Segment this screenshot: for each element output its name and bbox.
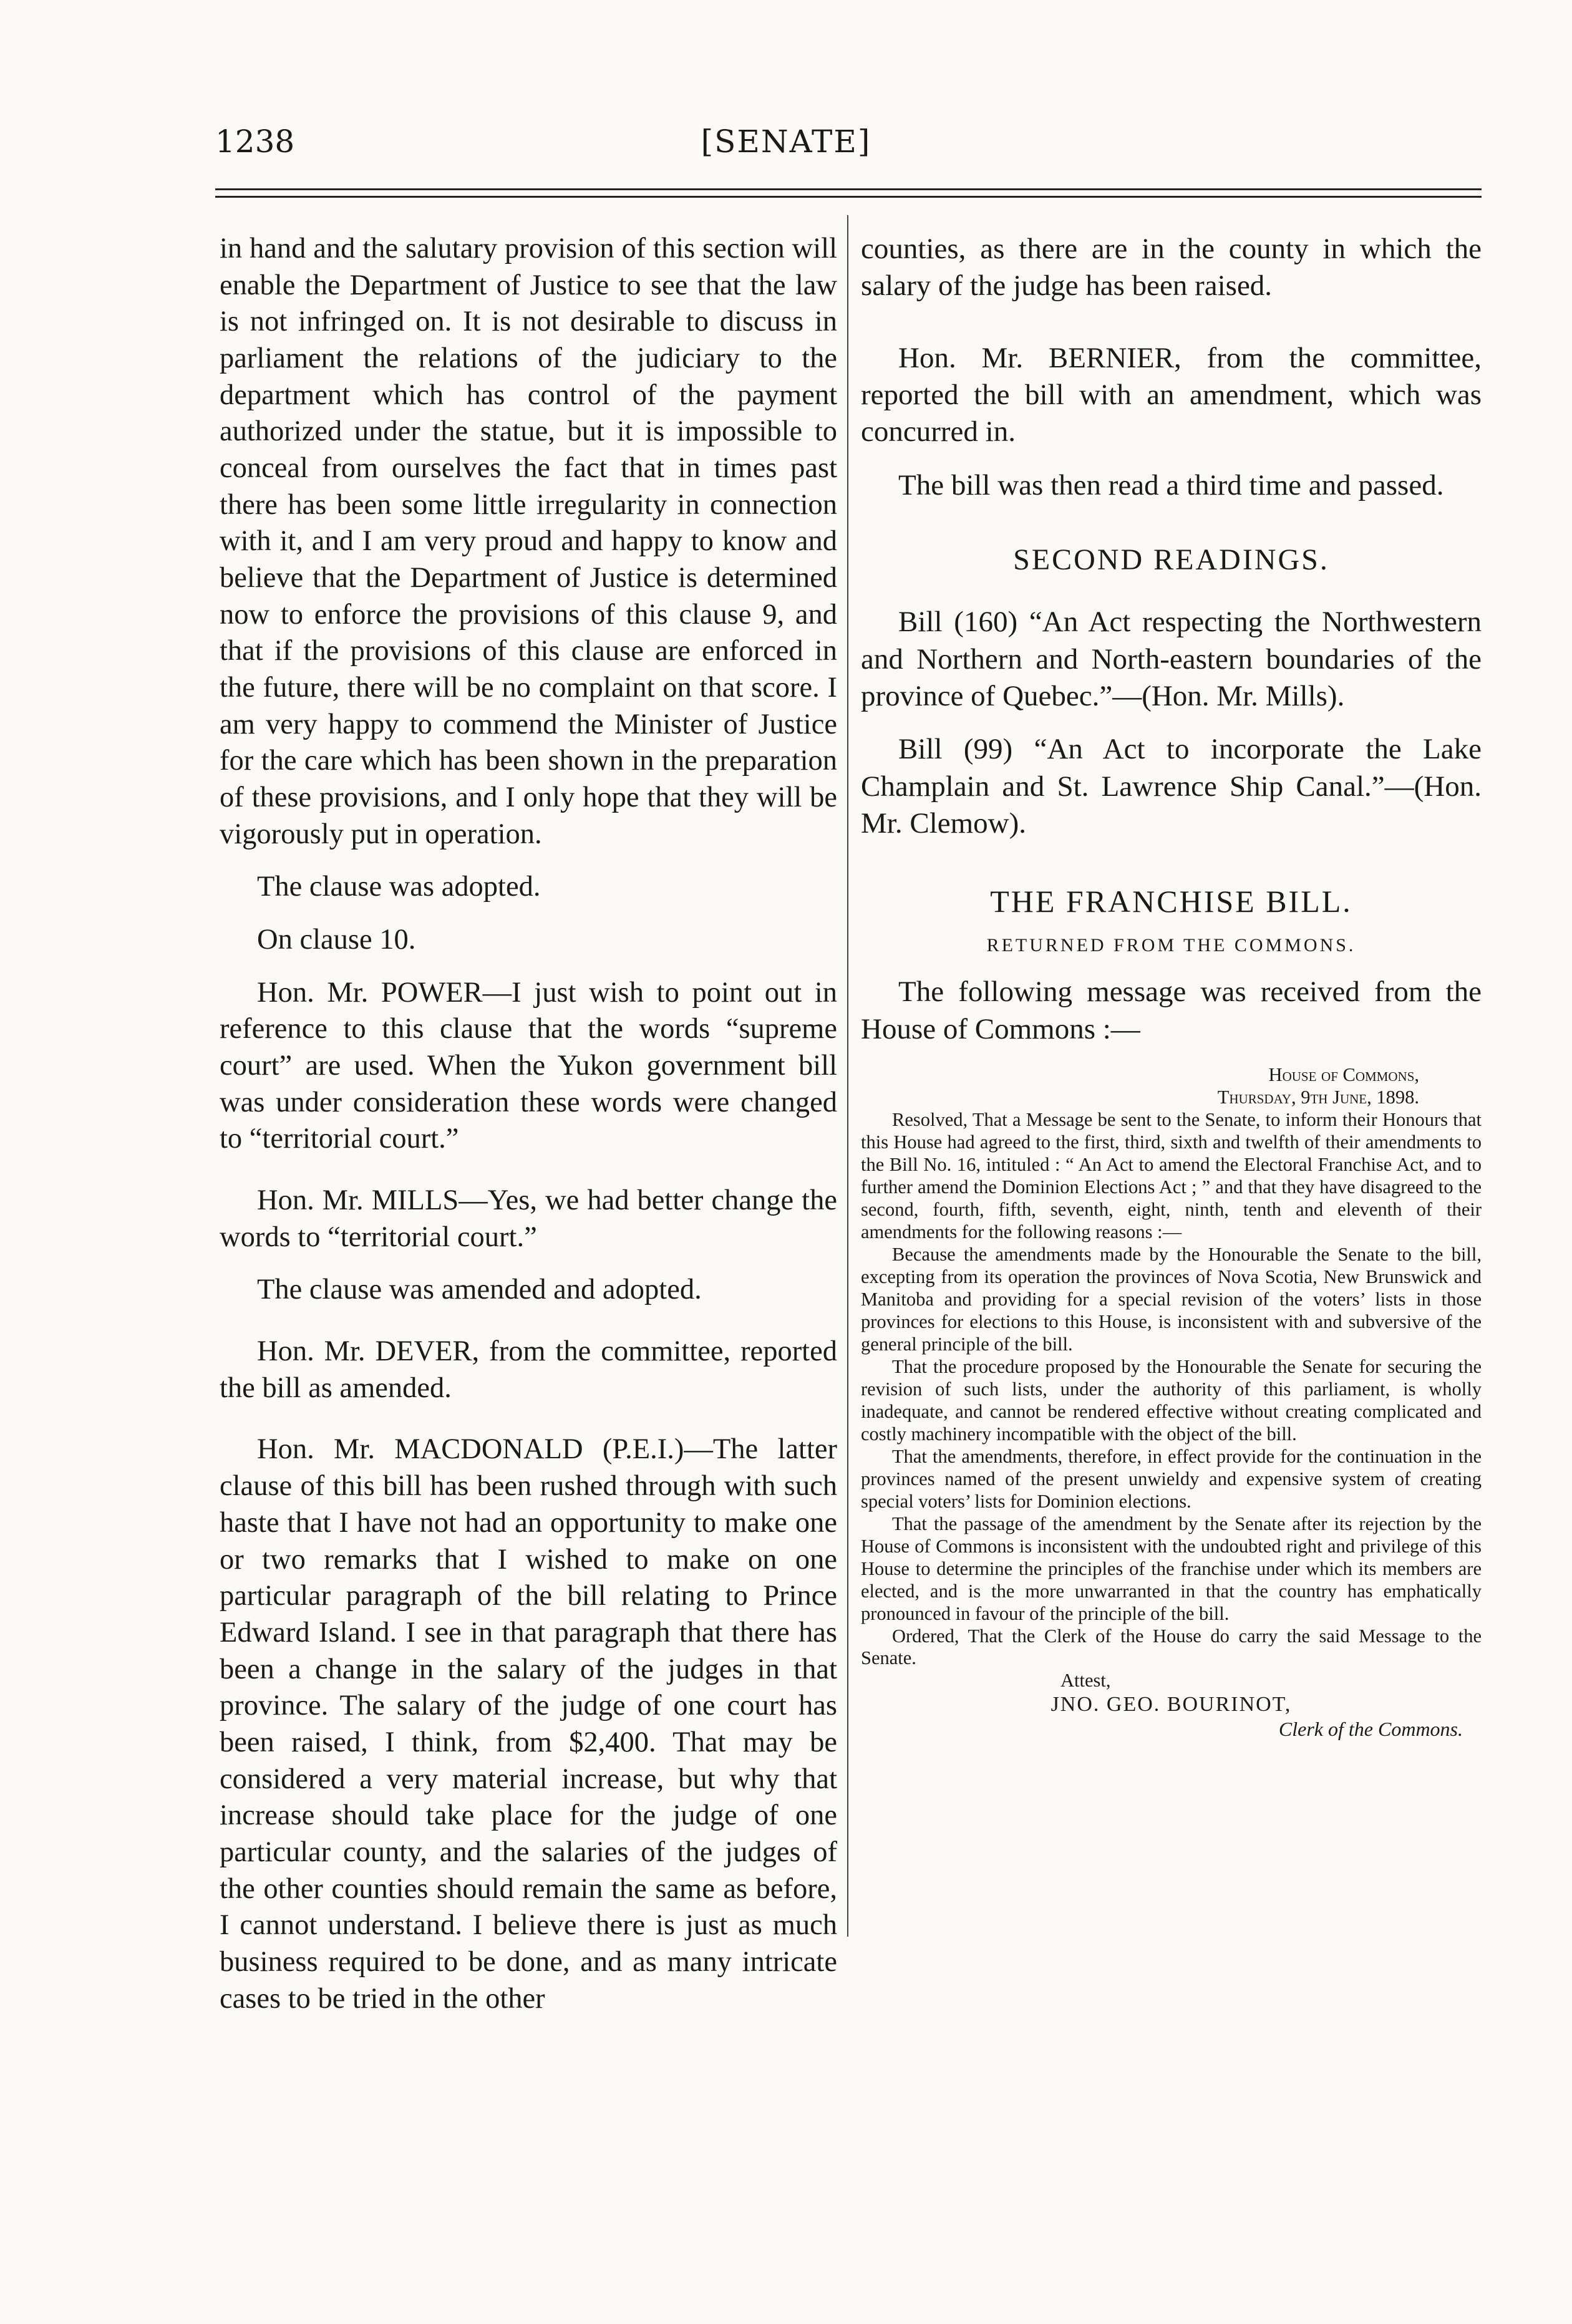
left-paragraph-1: in hand and the salutary provision of this section will enable the Department of Justice to see that the law is not infringed on. It is not desirable to discuss in parliament the relations of the judiciary to the department which has control of the payment authorized under the statue, but it is impossible to conceal from ourselves the fact that in times past there has been some little irregularity in connection with it, and I am very proud and happy to know and believe that the Department of Justice is determined now to enforce the provisions of this clause 9, and that if the provisions of this clause are enforced in the future, there will be no complaint on that score. I am very happy to commend the Minister of Justice for the care which has been shown in the preparation of these provisions, and I only hope that they will be vigorously put in operation.	[220, 233, 837, 850]
header-rule-top	[215, 188, 1482, 190]
message-attest: Attest,	[1060, 1670, 1111, 1692]
message-resolved: Resolved, That a Message be sent to the Senate, to inform their Honours that this House had agreed to the first, third, sixth and twelfth of their amendments to the Bill No. 16, intituled : “ An Act to amend the Electoral Franchise Act, and to further amend the Dominion Elections Act ; ” and that they have disagreed to the second, fourth, fifth, seventh, eight, ninth, tenth and eleventh of their amendments for the following reasons :—	[861, 1108, 1482, 1242]
subheading-returned: RETURNED FROM THE COMMONS.	[986, 935, 1356, 956]
message-ordered: Ordered, That the Clerk of the House do carry the said Message to the Senate.	[861, 1625, 1482, 1669]
running-head: [SENATE]	[701, 123, 871, 160]
bill-99: Bill (99) “An Act to incorporate the Lake Champlain and St. Lawrence Ship Canal.”—(Hon. Mr. Clemow).	[861, 733, 1482, 840]
macdonald-remark: Hon. Mr. MACDONALD (P.E.I.)—The latter clause of this bill has been rushed through with such haste that I have not had an opportunity to make one or two remarks that I wished to make on one particular paragraph of the bill relating to Prince Edward Island. I see in that paragraph that there has been a change in the salary of the judges in that province. The salary of the judge of one court has been raised, I think, from $2,400. That may be considered a very material increase, but why that increase should take place for the judge of one particular county, and the salaries of the judges of the other counties should remain the same as before, I cannot understand. I believe there is just as much business required to be done, and as many intricate cases to be tried in the other	[220, 1433, 837, 2015]
message-date: Thursday, 9th June, 1898.	[1217, 1086, 1419, 1108]
clause-amended: The clause was amended and adopted.	[257, 1274, 702, 1306]
left-column	[220, 231, 837, 2017]
third-reading: The bill was then read a third time and passed.	[898, 468, 1444, 501]
heading-second-readings: SECOND READINGS.	[1013, 543, 1329, 576]
message-reason-4: That the passage of the amendment by the Senate after its rejection by the House of Commons is inconsistent with the undoubted right and privilege of this House to determine the principles of the franchise under which its members are elected, and is the more unwarranted in that the country has emphatically pronounced in favour of the principle of the bill.	[861, 1513, 1482, 1624]
message-house: House of Commons,	[1268, 1063, 1419, 1085]
page-number: 1238	[215, 123, 295, 160]
message-reason-3: That the amendments, therefore, in effect provide for the continuation in the provinces named of the present unwieldy and expensive system of creating special voters’ lists for Dominion elections.	[861, 1445, 1482, 1512]
message-reason-2: That the procedure proposed by the Honourable the Senate for securing the revision of such lists, under the authority of this parliament, is wholly inadequate, and cannot be rendered effective without creating complicated and costly machinery incompatible with the object of the bill.	[861, 1355, 1482, 1445]
column-divider	[847, 215, 848, 1937]
right-paragraph-1: counties, as there are in the county in which the salary of the judge has been raised.	[861, 233, 1482, 303]
commons-message	[861, 1064, 1482, 1741]
message-signer: JNO. GEO. BOURINOT,	[1050, 1693, 1292, 1716]
heading-franchise-bill: THE FRANCHISE BILL.	[990, 884, 1352, 919]
message-signer-title: Clerk of the Commons.	[1278, 1717, 1463, 1740]
header-rule-bottom	[215, 196, 1482, 198]
dever-report: Hon. Mr. DEVER, from the committee, reported the bill as amended.	[220, 1335, 837, 1404]
message-intro: The following message was received from the House of Commons :—	[861, 976, 1482, 1045]
message-reason-1: Because the amendments made by the Honourable the Senate to the bill, excepting from its operation the provinces of Nova Scotia, New Brunswick and Manitoba and providing for a special revision of the voters’ lists in those provinces for elections to this House, is inconsistent with and subversive of the general principle of the bill.	[861, 1243, 1482, 1355]
clause-adopted: The clause was adopted.	[257, 871, 541, 903]
power-remark: Hon. Mr. POWER—I just wish to point out in reference to this clause that the words “supreme court” are used. When the Yukon government bill was under consideration these words were changed to “territorial court.”	[220, 976, 837, 1155]
right-column	[861, 231, 1482, 1741]
bernier-report: Hon. Mr. BERNIER, from the committee, reported the bill with an amendment, which was concurred in.	[861, 341, 1482, 448]
bill-160: Bill (160) “An Act respecting the Northwestern and Northern and North-eastern boundaries of the province of Quebec.”—(Hon. Mr. Mills).	[861, 606, 1482, 713]
on-clause-10: On clause 10.	[257, 924, 416, 956]
mills-remark: Hon. Mr. MILLS—Yes, we had better change the words to “territorial court.”	[220, 1184, 837, 1253]
